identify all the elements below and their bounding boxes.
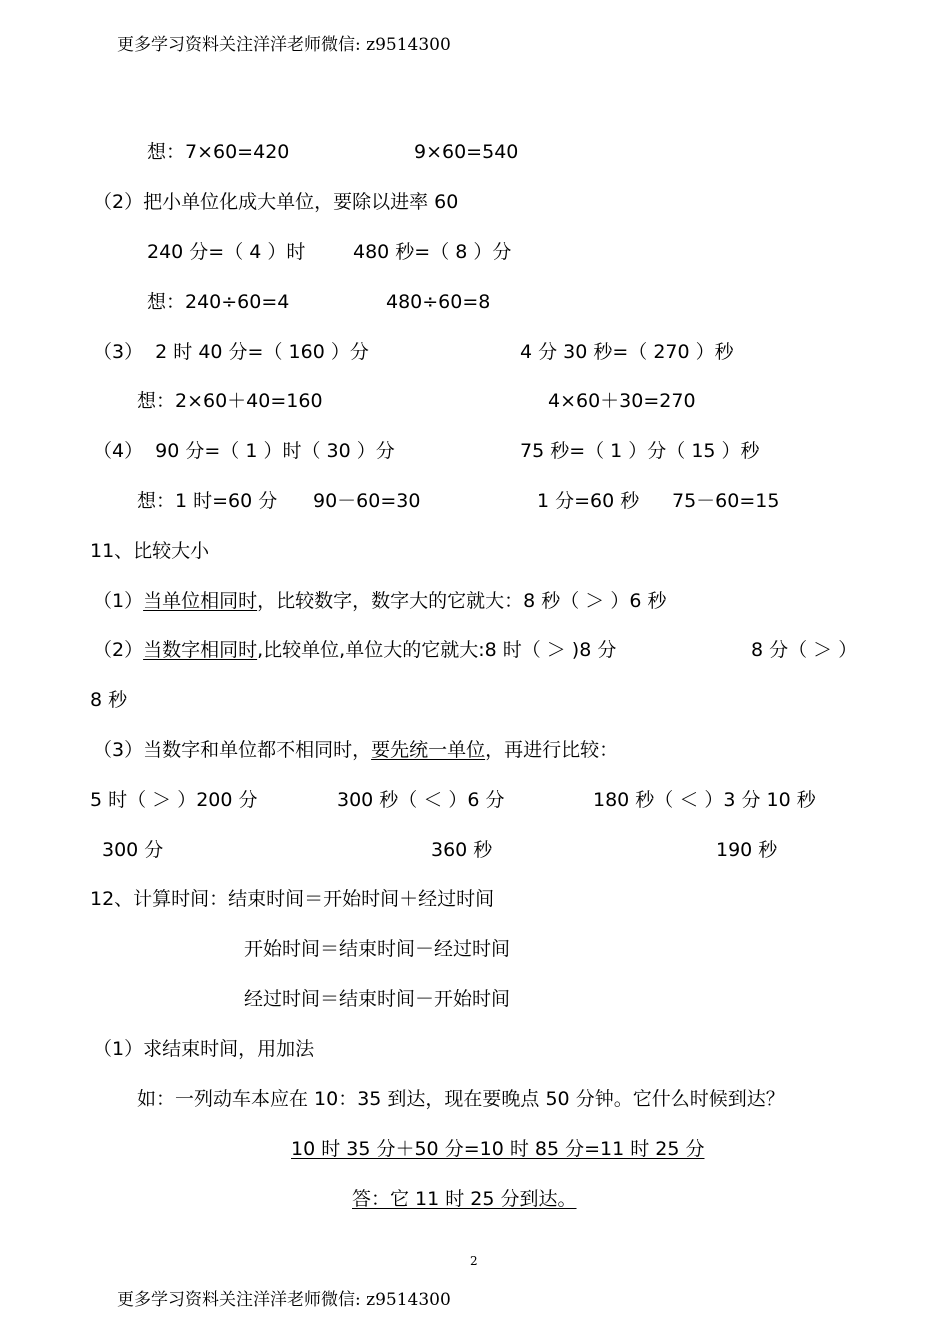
example-question: 如：一列动车本应在 10：35 到达，现在要晚点 50 分钟。它什么时候到达？ xyxy=(137,1088,785,1110)
rule-2-b: 8 分（ ＞ ） xyxy=(751,639,858,661)
formula-2: 开始时间＝结束时间－经过时间 xyxy=(244,938,511,960)
part-4-think-c: 1 分=60 秒 xyxy=(537,490,640,512)
rule-1-underlined: 当单位相同时 xyxy=(143,590,258,612)
page-number: 2 xyxy=(470,1254,478,1268)
part-4-think-b: 90－60=30 xyxy=(313,490,421,512)
rule-3-rest: ，再进行比较： xyxy=(485,739,619,761)
part-4-b: 75 秒=（ 1 ）分（ 15 ）秒 xyxy=(520,440,760,462)
compare-answer-1: 300 分 xyxy=(102,839,164,861)
example-answer: 答：它 11 时 25 分到达。 xyxy=(352,1188,577,1210)
part-3-b: 4 分 30 秒=（ 270 ）秒 xyxy=(520,341,734,363)
compare-example-2: 300 秒（ ＜ ）6 分 xyxy=(337,789,505,811)
rule-1 xyxy=(93,589,666,613)
compare-example-1: 5 时（ ＞ ）200 分 xyxy=(90,789,258,811)
rule-1-prefix: （1） xyxy=(93,590,144,612)
header-note: 更多学习资料关注洋洋老师微信: z9514300 xyxy=(117,35,451,55)
rule-2-rest: ,比较单位,单位大的它就大:8 时（ ＞ )8 分 xyxy=(257,639,617,661)
think-line-1: 想：7×60=420 xyxy=(147,141,290,163)
part-2-title: （2）把小单位化成大单位，要除以进率 60 xyxy=(93,191,459,213)
part-2-think: 想：240÷60=4 xyxy=(147,291,290,313)
compare-answer-2: 360 秒 xyxy=(431,839,493,861)
part-2-a: 240 分=（ 4 ）时 xyxy=(147,241,306,263)
rule-2-c: 8 秒 xyxy=(90,689,128,711)
rule-2-prefix: （2） xyxy=(93,639,144,661)
section-11-title: 11、比较大小 xyxy=(90,540,210,562)
rule-3 xyxy=(93,738,618,762)
formula-3: 经过时间＝结束时间－开始时间 xyxy=(244,988,511,1010)
part-4-think: 想：1 时=60 分 xyxy=(137,490,278,512)
part-4-a: （4） 90 分=（ 1 ）时（ 30 ）分 xyxy=(93,440,395,462)
compare-example-3: 180 秒（ ＜ ）3 分 10 秒 xyxy=(593,789,816,811)
part-4-think-d: 75－60=15 xyxy=(672,490,780,512)
rule-3-underlined: 要先统一单位 xyxy=(371,739,486,761)
part-3-think-b: 4×60＋30=270 xyxy=(548,390,696,412)
footer-note: 更多学习资料关注洋洋老师微信: z9514300 xyxy=(117,1290,451,1310)
part-2-b: 480 秒=（ 8 ）分 xyxy=(353,241,512,263)
rule-2-underlined: 当数字相同时 xyxy=(143,639,258,661)
rule-3-prefix: （3）当数字和单位都不相同时， xyxy=(93,739,372,761)
part-3-a: （3） 2 时 40 分=（ 160 ）分 xyxy=(93,341,369,363)
rule-2 xyxy=(93,638,616,662)
think-line-1b: 9×60=540 xyxy=(414,141,519,163)
rule-1-rest: ，比较数字，数字大的它就大：8 秒（ ＞ ）6 秒 xyxy=(257,590,667,612)
part-2-think-b: 480÷60=8 xyxy=(386,291,491,313)
example-calculation: 10 时 35 分＋50 分=10 时 85 分=11 时 25 分 xyxy=(291,1138,705,1160)
section-12-title: 12、计算时间：结束时间＝开始时间＋经过时间 xyxy=(90,888,495,910)
part-3-think: 想：2×60＋40=160 xyxy=(137,390,323,412)
section-12-part-1: （1）求结束时间，用加法 xyxy=(93,1038,315,1060)
compare-answer-3: 190 秒 xyxy=(716,839,778,861)
